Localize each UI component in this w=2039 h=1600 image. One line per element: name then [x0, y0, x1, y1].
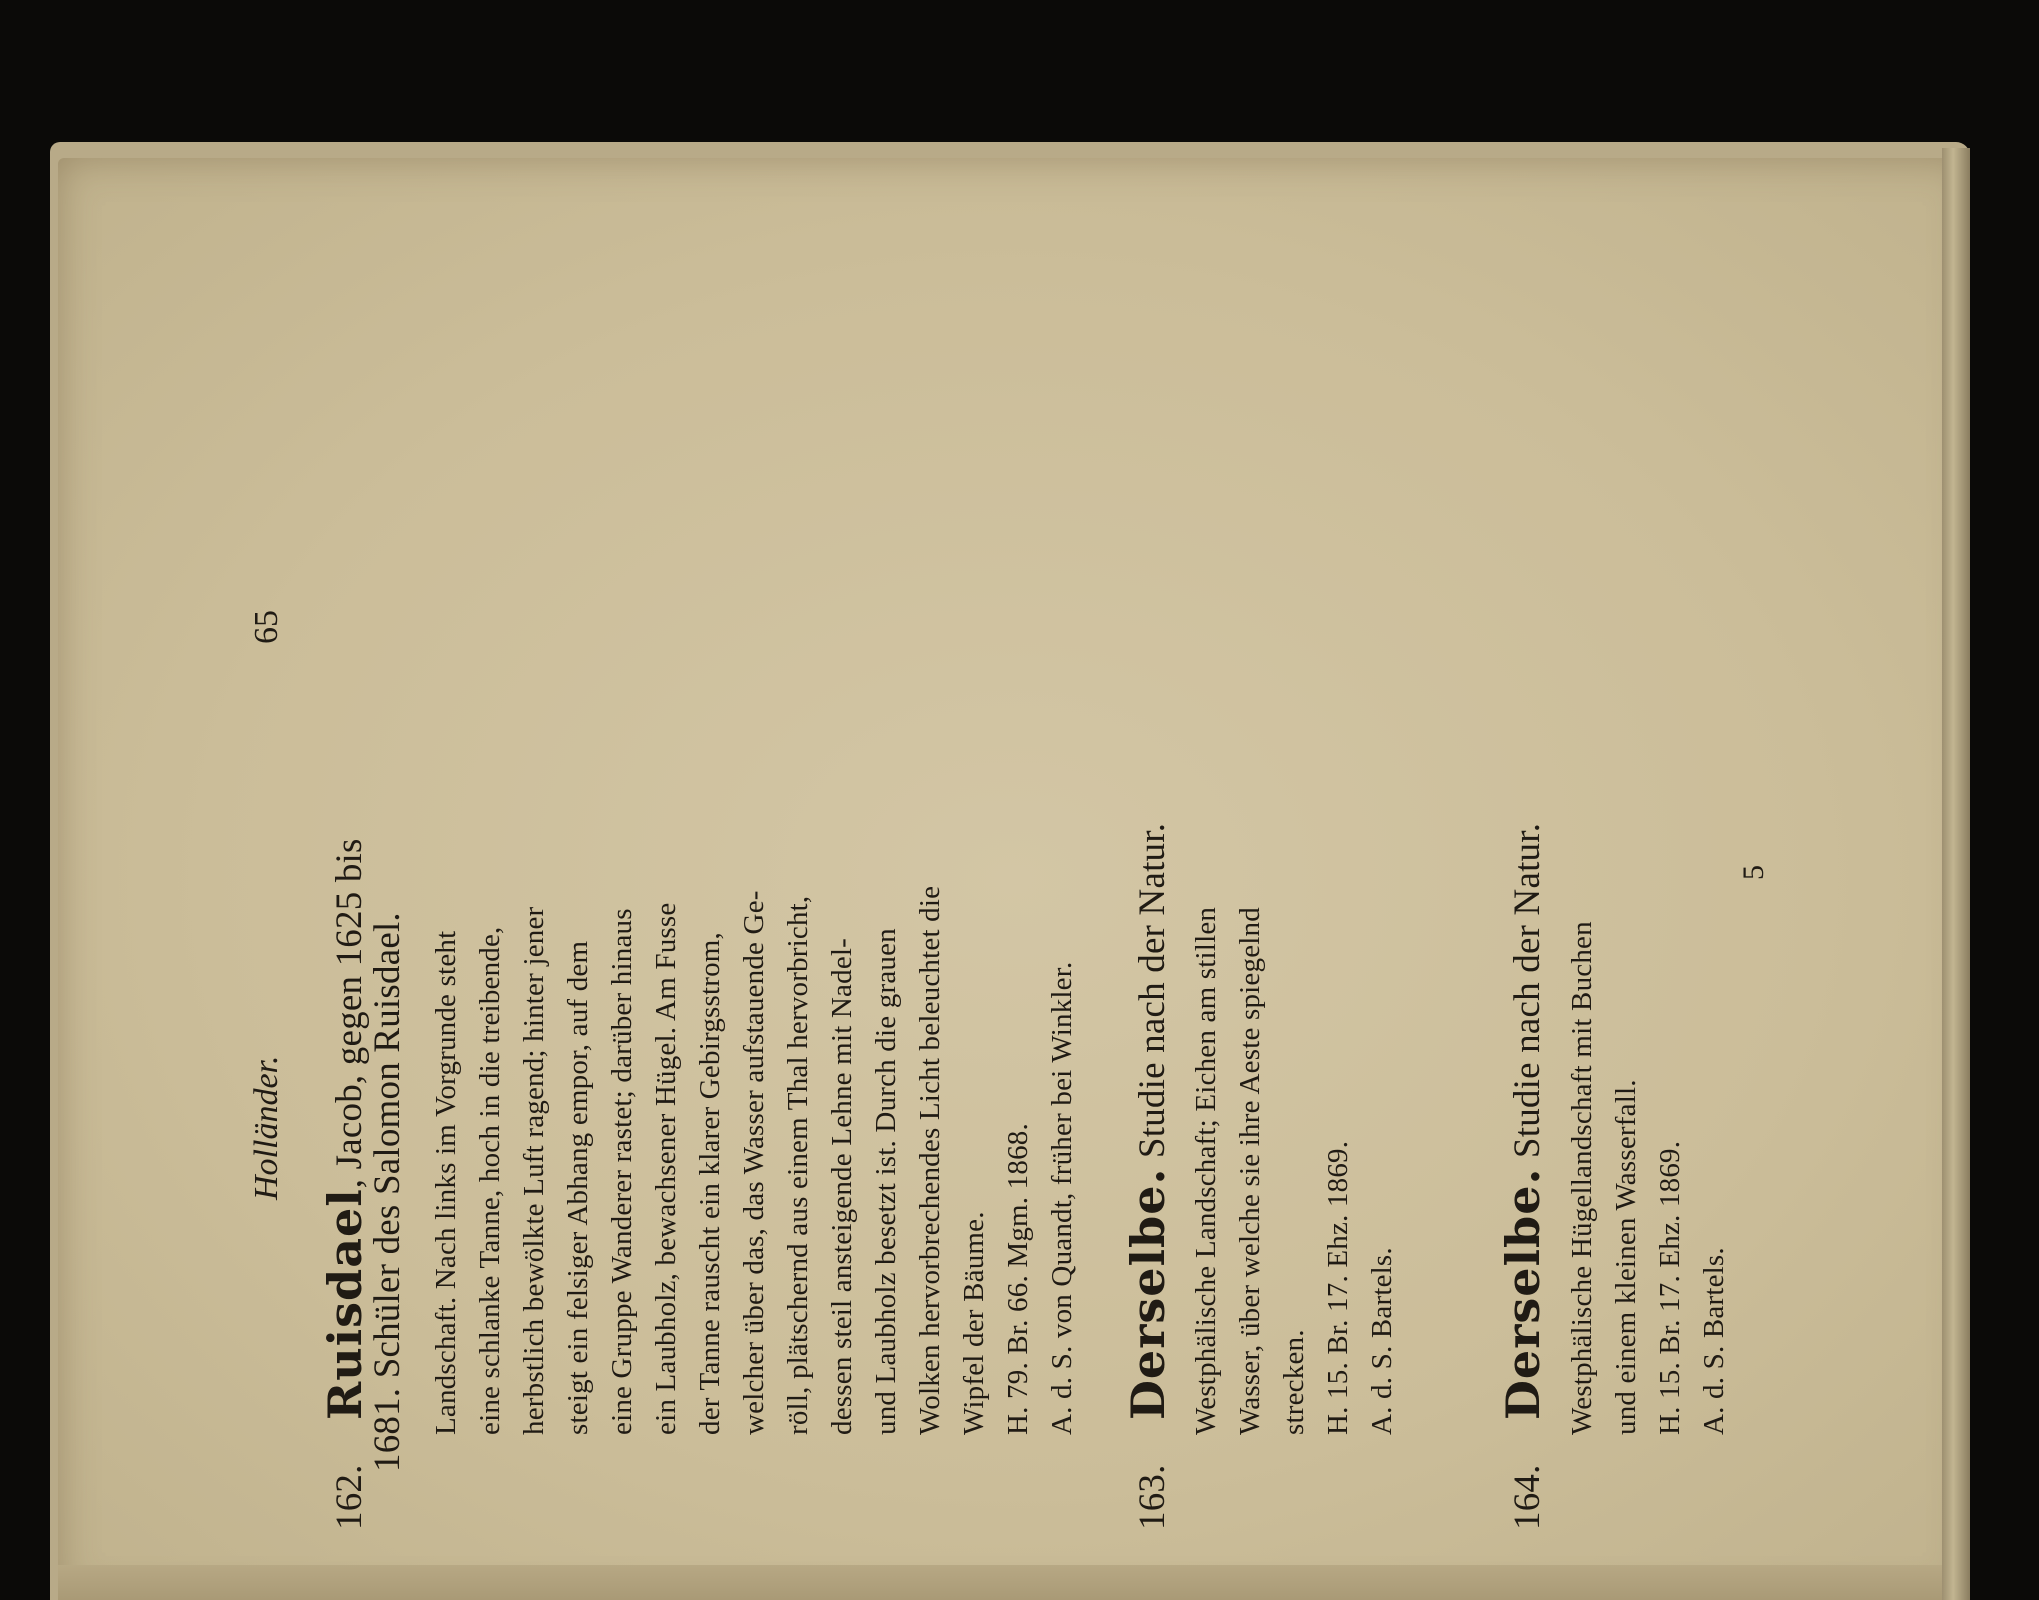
text-line: welcher über das, das Wasser aufstauende Ge- — [738, 890, 770, 1435]
text-line: H. 79. Br. 66. Mgm. 1868. — [1002, 1123, 1034, 1435]
entry-heading-text: Studie nach der Natur. — [1507, 822, 1548, 1168]
entry-heading-text: , Jacob, gegen 1625 bis — [329, 838, 370, 1189]
text-line: ein Laubholz, bewachsener Hügel. Am Fusse — [650, 902, 682, 1435]
text-line: A. d. S. Bartels. — [1698, 1247, 1730, 1435]
artist-name: Derselbe. — [1121, 1167, 1175, 1420]
lower-page-edge — [58, 1565, 1970, 1600]
text-line: A. d. S. Bartels. — [1366, 1247, 1398, 1435]
artist-name: Derselbe. — [1496, 1167, 1550, 1420]
text-line: und Laubholz besetzt ist. Durch die grauen — [870, 928, 902, 1435]
text-line: strecken. — [1278, 1329, 1310, 1435]
running-title: Holländer. — [248, 1055, 285, 1200]
text-line: eine Gruppe Wanderer rastet; darüber hinaus — [606, 908, 638, 1435]
text-line: Wipfel der Bäume. — [958, 1211, 990, 1435]
text-line: der Tanne rauscht ein klarer Gebirgsstrom, — [694, 932, 726, 1435]
text-line: herbstlich bewölkte Luft ragend; hinter jener — [518, 906, 550, 1435]
text-line: A. d. S. von Quandt, früher bei Winkler. — [1046, 961, 1078, 1435]
running-head — [248, 610, 308, 1530]
text-line: steigt ein felsiger Abhang empor, auf dem — [562, 940, 594, 1435]
text-line: und einem kleinen Wasserfall. — [1610, 1079, 1642, 1435]
text-line: röll, plätschernd aus einem Thal hervorbricht, — [782, 895, 814, 1435]
signature-mark: 5 — [1737, 865, 1770, 880]
entry-heading-text: Studie nach der Natur. — [1132, 822, 1173, 1168]
text-line: Wasser, über welche sie ihre Aeste spiegelnd — [1234, 907, 1266, 1435]
text-line: Westphälische Landschaft; Eichen am stillen — [1190, 906, 1222, 1435]
entry-163-heading — [1121, 823, 1175, 1530]
entry-162-heading-line2: 1681. Schüler des Salomon Ruisdael. — [367, 912, 408, 1472]
text-line: H. 15. Br. 17. Ehz. 1869. — [1322, 1140, 1354, 1435]
entry-164-heading — [1496, 823, 1550, 1530]
text-line: Westphälische Hügellandschaft mit Buchen — [1566, 921, 1598, 1435]
text-line: Landschaft. Nach links im Vorgrunde steht — [430, 930, 462, 1435]
entry-number: 164. — [1507, 1464, 1548, 1530]
page-number: 65 — [248, 610, 285, 644]
entry-162-heading — [318, 838, 372, 1530]
book-spine — [1942, 148, 1970, 1600]
text-line: eine schlanke Tanne, hoch in die treibende, — [474, 926, 506, 1435]
text-line: H. 15. Br. 17. Ehz. 1869. — [1654, 1140, 1686, 1435]
artist-name: Ruisdael — [318, 1188, 372, 1420]
text-line: Wolken hervorbrechendes Licht beleuchtet die — [914, 885, 946, 1435]
text-line: dessen steil ansteigende Lehne mit Nadel- — [826, 937, 858, 1435]
rotated-text-block — [248, 610, 1730, 1530]
entry-number: 162. — [329, 1464, 370, 1530]
entry-number: 163. — [1132, 1464, 1173, 1530]
